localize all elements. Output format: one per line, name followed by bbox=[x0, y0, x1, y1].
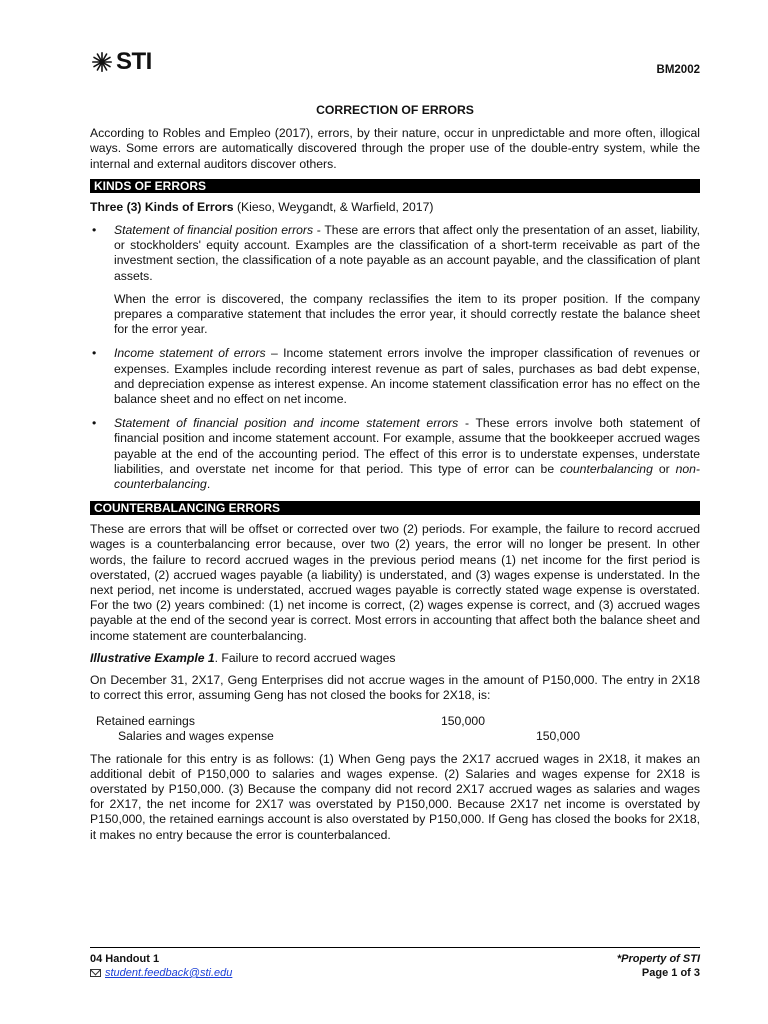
journal-credit-row bbox=[90, 729, 700, 744]
mail-icon bbox=[90, 969, 101, 977]
journal-debit-row bbox=[90, 714, 700, 729]
page-number: Page 1 of 3 bbox=[641, 967, 700, 979]
list-item-description: - These are errors that affect only the presentation of an asset, liability, or stockholders' equity account. Examples are the classification of a short-term receivable as part of the investment section, the classification of a note payable as an account payable, and the classification of plant assets. bbox=[114, 223, 700, 283]
list-item-text bbox=[114, 346, 700, 407]
email-link[interactable]: student.feedback@sti.edu bbox=[105, 967, 233, 979]
credit-amount: 150,000 bbox=[535, 728, 580, 743]
list-item-description: – Income statement errors involve the improper classification of revenues or expenses. Examples include recording interest revenue as part of sales, purchases as bad debt expense, and depreciation expense as interest expense. An income statement classification error has no effect on the balance sheet and no effect on net income. bbox=[114, 346, 701, 407]
footer-email bbox=[90, 966, 232, 980]
list-item-term: Statement of financial position errors bbox=[114, 223, 314, 238]
footer-left bbox=[90, 952, 232, 980]
document-code: BM2002 bbox=[656, 64, 700, 76]
section-heading-kinds: KINDS OF ERRORS bbox=[90, 179, 700, 193]
term-connector: or bbox=[652, 461, 676, 476]
debit-amount: 150,000 bbox=[440, 713, 485, 728]
kinds-subheading-bold: Three (3) Kinds of Errors bbox=[90, 199, 234, 214]
sti-logo bbox=[90, 49, 152, 75]
example-label: Illustrative Example 1 bbox=[90, 650, 215, 665]
example-title bbox=[90, 651, 700, 666]
kinds-subheading bbox=[90, 200, 700, 215]
footer-divider bbox=[90, 947, 700, 948]
logo-text: STI bbox=[116, 48, 152, 75]
credit-account: Salaries and wages expense bbox=[118, 728, 274, 743]
list-item bbox=[90, 223, 700, 337]
list-item-term: Income statement of errors bbox=[114, 346, 266, 361]
footer-right bbox=[617, 952, 700, 980]
debit-account: Retained earnings bbox=[96, 713, 195, 728]
list-item-term: Statement of financial position and income statement errors bbox=[114, 416, 459, 431]
bullet-icon: • bbox=[92, 223, 97, 238]
handout-label: 04 Handout 1 bbox=[90, 953, 160, 965]
example-subtitle: . Failure to record accrued wages bbox=[214, 650, 396, 665]
bullet-icon: • bbox=[92, 346, 97, 361]
property-label: *Property of STI bbox=[616, 953, 700, 965]
list-item bbox=[90, 416, 700, 492]
journal-entry bbox=[90, 714, 700, 744]
list-item-text bbox=[114, 416, 700, 492]
list-item bbox=[90, 346, 700, 407]
section-heading-counterbalancing: COUNTERBALANCING ERRORS bbox=[90, 501, 700, 515]
credit-row-debit-blank bbox=[390, 729, 485, 744]
list-item-description: - These errors involve both statement of financial position and income statement account. For example, assume that the bookkeeper accrued wages payable at the end of the accounting period. The effect of this error is to understate expenses, understate liabilities, and overstate net income for that period. This type of error can be bbox=[114, 416, 700, 476]
kinds-list bbox=[90, 223, 700, 492]
term-end: . bbox=[206, 477, 211, 492]
term-non-counterbalancing: non-counterbalancing bbox=[114, 461, 700, 492]
list-item-text bbox=[114, 223, 700, 284]
term-counterbalancing: counterbalancing bbox=[560, 461, 653, 476]
debit-row-credit-blank bbox=[485, 714, 580, 729]
bullet-icon: • bbox=[92, 416, 97, 431]
counterbalancing-paragraph: These are errors that will be offset or corrected over two (2) periods. For example, the failure to record accrued wages is a counterbalancing error because, over two (2) years, the error will no longer be present. In other words, the failure to record accrued wages in the previous period means (1) net income for the first period is overstated, (2) accrued wages payable (a liability) is understated, and (3) wages expense is understated. In the next period, net income is understated, accrued wages payable is correctly stated wage expense is overstated. For the two (2) years combined: (1) net income is correct, (2) wages expense is correct, and (3) accrued wages payable at the end of the second year is correct. Most errors in accounting that affect both the balance sheet and income statement are counterbalancing. bbox=[90, 522, 700, 643]
globe-icon bbox=[90, 51, 114, 73]
rationale-paragraph: The rationale for this entry is as follows: (1) When Geng pays the 2X17 accrued wages in 2X18, it makes an additional debit of P150,000 to salaries and wages expense. (2) Salaries and wages expense for 2X18 is overstated by P150,000. (3) Because the company did not record 2X17 accrued wages as salaries and wages for 2X17, the net income for 2X17 was overstated by P150,000. Because 2X17 net income is overstated by P150,000, the retained earnings account is also overstated by P150,000. If Geng has closed the books for 2X18, it makes no entry because the error is counterbalanced. bbox=[90, 751, 700, 842]
page-title: CORRECTION OF ERRORS bbox=[316, 103, 474, 117]
kinds-subheading-citation: (Kieso, Weygandt, & Warfield, 2017) bbox=[233, 199, 434, 214]
list-item-extra: When the error is discovered, the company reclassifies the item to its proper position. If the company prepares a comparative statement that includes the error year, it should correctly restate the balance sheet for the error year. bbox=[114, 291, 700, 337]
intro-paragraph: According to Robles and Empleo (2017), errors, by their nature, occur in unpredictable and more often, illogical ways. Some errors are automatically discovered through the proper use of the double-entry system, while the internal and external auditors discover others. bbox=[90, 126, 700, 171]
example-paragraph: On December 31, 2X17, Geng Enterprises did not accrue wages in the amount of P150,000. The entry in 2X18 to correct this error, assuming Geng has not closed the books for 2X18, is: bbox=[90, 673, 700, 703]
document-body bbox=[90, 103, 700, 843]
